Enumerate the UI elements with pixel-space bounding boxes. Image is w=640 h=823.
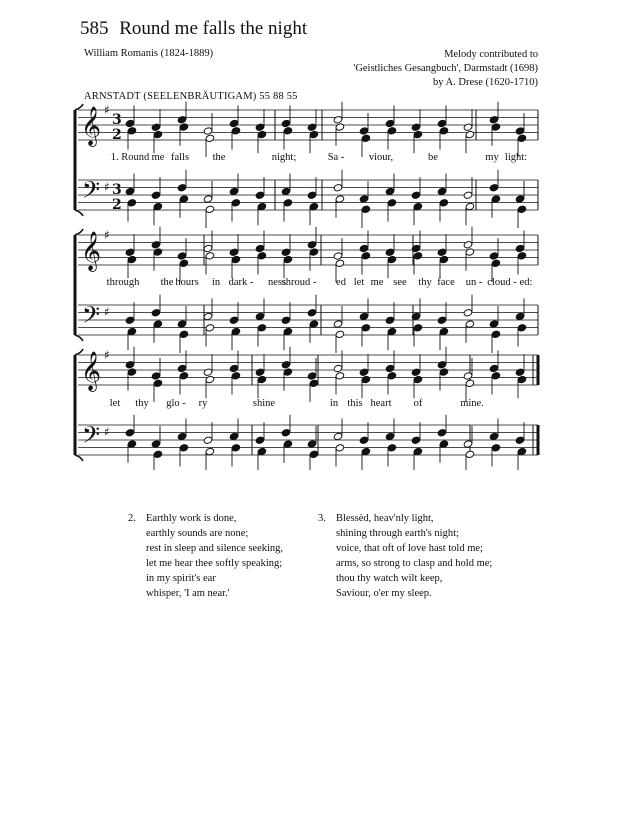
note-head	[307, 123, 317, 131]
lyric-syllable: falls	[170, 152, 190, 163]
note-head	[309, 130, 319, 138]
sharp-key-signature-icon: ♯	[104, 103, 110, 117]
note-head	[465, 450, 475, 458]
note-head	[387, 199, 397, 207]
note-head	[231, 127, 241, 135]
lyric-syllable: cloud -	[487, 277, 517, 288]
lyric-syllable: be	[428, 152, 438, 163]
lyric-syllable: shine	[252, 398, 276, 409]
note-head	[437, 248, 447, 256]
note-head	[203, 368, 213, 376]
note-head	[333, 364, 343, 372]
note-head	[283, 255, 293, 263]
note-head	[309, 202, 319, 210]
note-head	[177, 184, 187, 192]
note-head	[359, 436, 369, 444]
melody-credit-line: by A. Drese (1620-1710)	[433, 77, 538, 88]
note-head	[153, 379, 163, 387]
note-head	[489, 184, 499, 192]
verse-line: Blessèd, heav'nly light,	[336, 513, 434, 524]
note-head	[439, 440, 449, 448]
lyric-syllable: heart	[370, 398, 392, 409]
note-head	[309, 248, 319, 256]
note-head	[413, 375, 423, 383]
note-head	[489, 116, 499, 124]
note-head	[309, 450, 319, 458]
lyric-syllable: viour,	[368, 152, 394, 163]
note-head	[359, 127, 369, 135]
note-head	[465, 202, 475, 210]
note-head	[309, 320, 319, 328]
note-head	[491, 123, 501, 131]
note-head	[361, 205, 371, 213]
note-head	[517, 447, 527, 455]
verse-number: 2.	[128, 513, 136, 524]
note-head	[127, 327, 137, 335]
note-head	[257, 324, 267, 332]
note-head	[335, 259, 345, 267]
note-head	[413, 324, 423, 332]
sharp-key-signature-icon: ♯	[104, 180, 110, 194]
note-head	[231, 255, 241, 263]
lyric-syllable: thy	[135, 398, 149, 409]
note-head	[125, 187, 135, 195]
bass-clef-icon: 𝄢	[82, 176, 101, 209]
note-head	[281, 187, 291, 195]
note-head	[463, 191, 473, 199]
note-head	[515, 368, 525, 376]
note-head	[151, 372, 161, 380]
note-head	[489, 252, 499, 260]
note-head	[387, 444, 397, 452]
treble-clef-icon: 𝄞	[81, 231, 102, 271]
note-head	[205, 447, 215, 455]
note-head	[335, 330, 345, 338]
lyric-syllable: me	[151, 152, 165, 163]
note-head	[361, 324, 371, 332]
note-head	[437, 119, 447, 127]
note-head	[491, 195, 501, 203]
verse-line: thou thy watch wilt keep,	[336, 573, 443, 584]
note-head	[151, 241, 161, 249]
verse-line: rest in sleep and silence seeking,	[146, 543, 284, 554]
note-head	[359, 244, 369, 252]
note-head	[125, 316, 135, 324]
lyric-syllable: thy	[418, 277, 432, 288]
note-head	[229, 187, 239, 195]
note-head	[515, 244, 525, 252]
note-head	[439, 127, 449, 135]
note-head	[257, 130, 267, 138]
note-head	[333, 432, 343, 440]
tune-name: ARNSTADT (SEELENBRÄUTIGAM) 55 88 55	[84, 91, 298, 102]
lyric-syllable: ness	[267, 277, 287, 288]
note-head	[177, 252, 187, 260]
note-head	[411, 368, 421, 376]
note-head	[385, 248, 395, 256]
note-head	[255, 191, 265, 199]
note-head	[125, 119, 135, 127]
author-credit: William Romanis (1824-1889)	[84, 48, 214, 59]
time-signature-top: 3	[112, 112, 122, 128]
note-head	[335, 372, 345, 380]
note-head	[179, 372, 189, 380]
note-head	[257, 202, 267, 210]
sharp-key-signature-icon: ♯	[104, 305, 110, 319]
note-head	[153, 202, 163, 210]
note-head	[307, 372, 317, 380]
note-head	[517, 134, 527, 142]
note-head	[203, 195, 213, 203]
note-head	[281, 361, 291, 369]
treble-clef-icon: 𝄞	[81, 351, 102, 391]
lyric-syllable: shroud -	[281, 277, 317, 288]
note-head	[125, 361, 135, 369]
note-head	[151, 440, 161, 448]
sharp-key-signature-icon: ♯	[104, 425, 110, 439]
note-head	[153, 450, 163, 458]
note-head	[361, 375, 371, 383]
note-head	[231, 444, 241, 452]
note-head	[335, 123, 345, 131]
note-head	[491, 372, 501, 380]
verse-line: earthly sounds are none;	[146, 528, 249, 539]
treble-clef-icon: 𝄞	[81, 106, 102, 146]
verse-line: Earthly work is done,	[146, 513, 237, 524]
note-head	[281, 248, 291, 256]
system-bracket	[75, 210, 83, 216]
note-head	[333, 116, 343, 124]
note-head	[153, 130, 163, 138]
melody-credit-line: 'Geistliches Gesangbuch', Darmstadt (1698)	[353, 63, 538, 74]
note-head	[333, 252, 343, 260]
note-head	[153, 320, 163, 328]
note-head	[491, 330, 501, 338]
lyric-syllable: let	[109, 398, 121, 409]
lyric-syllable: this	[347, 398, 363, 409]
note-head	[257, 252, 267, 260]
sharp-key-signature-icon: ♯	[104, 348, 110, 362]
note-head	[335, 444, 345, 452]
note-head	[387, 255, 397, 263]
note-head	[411, 191, 421, 199]
note-head	[231, 327, 241, 335]
hymn-title-text: Round me falls the night	[119, 18, 308, 39]
note-head	[255, 368, 265, 376]
note-head	[125, 248, 135, 256]
note-head	[127, 368, 137, 376]
note-head	[385, 316, 395, 324]
note-head	[437, 187, 447, 195]
verse-number: 3.	[318, 513, 326, 524]
lyric-syllable: dark -	[228, 277, 254, 288]
note-head	[255, 312, 265, 320]
note-head	[489, 364, 499, 372]
lyric-syllable: see	[393, 277, 407, 288]
verse-line: in my spirit's ear	[146, 573, 216, 584]
note-head	[205, 375, 215, 383]
note-head	[309, 379, 319, 387]
note-head	[489, 432, 499, 440]
note-head	[205, 205, 215, 213]
note-head	[359, 195, 369, 203]
lyric-syllable: in	[211, 277, 221, 288]
note-head	[515, 127, 525, 135]
note-head	[515, 195, 525, 203]
time-signature-bottom: 2	[112, 127, 122, 143]
note-head	[281, 119, 291, 127]
note-head	[179, 444, 189, 452]
note-head	[517, 252, 527, 260]
note-head	[229, 364, 239, 372]
note-head	[177, 364, 187, 372]
verse-line: shining through earth's night;	[336, 528, 459, 539]
note-head	[463, 241, 473, 249]
note-head	[413, 252, 423, 260]
note-head	[283, 199, 293, 207]
lyric-syllable: light:	[504, 152, 528, 163]
time-signature-bottom: 2	[112, 197, 122, 213]
note-head	[151, 191, 161, 199]
note-head	[387, 127, 397, 135]
note-head	[127, 255, 137, 263]
lyric-syllable: 1. Round	[110, 152, 150, 163]
note-head	[231, 372, 241, 380]
note-head	[179, 123, 189, 131]
note-head	[333, 184, 343, 192]
note-head	[203, 436, 213, 444]
note-head	[229, 316, 239, 324]
note-head	[205, 324, 215, 332]
lyric-syllable: ry	[198, 398, 208, 409]
note-head	[465, 248, 475, 256]
note-head	[179, 259, 189, 267]
bass-clef-icon: 𝄢	[82, 421, 101, 454]
verse-line: Saviour, o'er my sleep.	[336, 588, 432, 599]
note-head	[281, 429, 291, 437]
note-head	[257, 447, 267, 455]
note-head	[387, 372, 397, 380]
note-head	[385, 119, 395, 127]
sharp-key-signature-icon: ♯	[104, 228, 110, 242]
note-head	[307, 440, 317, 448]
note-head	[465, 130, 475, 138]
note-head	[463, 440, 473, 448]
note-head	[229, 432, 239, 440]
note-head	[491, 444, 501, 452]
melody-credit-line: Melody contributed to	[444, 49, 538, 60]
note-head	[229, 119, 239, 127]
system-bracket	[75, 455, 83, 461]
note-head	[179, 330, 189, 338]
note-head	[437, 316, 447, 324]
note-head	[517, 205, 527, 213]
note-head	[281, 316, 291, 324]
note-head	[177, 432, 187, 440]
note-head	[125, 429, 135, 437]
note-head	[205, 134, 215, 142]
note-head	[463, 372, 473, 380]
note-head	[203, 127, 213, 135]
lyric-syllable: ed:	[519, 277, 533, 288]
note-head	[517, 324, 527, 332]
note-head	[203, 312, 213, 320]
bass-clef-icon: 𝄢	[82, 301, 101, 334]
note-head	[255, 123, 265, 131]
note-head	[385, 364, 395, 372]
note-head	[387, 327, 397, 335]
note-head	[385, 187, 395, 195]
note-head	[151, 309, 161, 317]
note-head	[283, 127, 293, 135]
lyric-syllable: of	[413, 398, 423, 409]
note-head	[361, 252, 371, 260]
note-head	[359, 312, 369, 320]
note-head	[385, 432, 395, 440]
note-head	[463, 123, 473, 131]
note-head	[515, 436, 525, 444]
note-head	[491, 259, 501, 267]
lyric-syllable: ed	[336, 277, 346, 288]
lyric-syllable: in	[329, 398, 339, 409]
lyric-syllable: night;	[271, 152, 297, 163]
note-head	[413, 447, 423, 455]
lyric-syllable: the	[212, 152, 226, 163]
note-head	[229, 248, 239, 256]
verse-line: let me hear thee softly speaking;	[146, 558, 283, 569]
note-head	[283, 440, 293, 448]
note-head	[437, 429, 447, 437]
verse-line: whisper, 'I am near.'	[146, 588, 230, 599]
lyric-syllable: face	[437, 277, 455, 288]
note-head	[127, 127, 137, 135]
note-head	[439, 368, 449, 376]
lyric-syllable: hours	[175, 277, 199, 288]
verse-2	[128, 511, 284, 601]
note-head	[177, 320, 187, 328]
note-head	[151, 123, 161, 131]
note-head	[307, 191, 317, 199]
note-head	[179, 195, 189, 203]
note-head	[283, 327, 293, 335]
lyric-syllable: my	[485, 152, 499, 163]
system-bracket	[75, 335, 83, 341]
note-head	[413, 130, 423, 138]
lyric-syllable: me	[370, 277, 384, 288]
note-head	[437, 361, 447, 369]
note-head	[307, 241, 317, 249]
note-head	[255, 244, 265, 252]
lyric-syllable: un -	[465, 277, 483, 288]
note-head	[177, 116, 187, 124]
verse-line: arms, so strong to clasp and hold me;	[336, 558, 493, 569]
note-head	[517, 375, 527, 383]
note-head	[283, 368, 293, 376]
note-head	[359, 368, 369, 376]
note-head	[361, 134, 371, 142]
note-head	[127, 440, 137, 448]
note-head	[203, 244, 213, 252]
verse-3	[318, 511, 493, 601]
note-head	[127, 199, 137, 207]
note-head	[439, 255, 449, 263]
verse-line: voice, that oft of love hast told me;	[336, 543, 483, 554]
note-head	[439, 327, 449, 335]
note-head	[515, 312, 525, 320]
note-head	[307, 309, 317, 317]
lyric-syllable: Sa -	[327, 152, 345, 163]
lyric-syllable: mine.	[460, 398, 484, 409]
note-head	[465, 320, 475, 328]
note-head	[489, 320, 499, 328]
note-head	[465, 379, 475, 387]
note-head	[255, 436, 265, 444]
note-head	[413, 202, 423, 210]
lyric-syllable: through	[106, 277, 140, 288]
note-head	[205, 252, 215, 260]
note-head	[439, 199, 449, 207]
lyric-syllable: the	[160, 277, 174, 288]
time-signature-top: 3	[112, 182, 122, 198]
lyric-syllable: glo -	[166, 398, 186, 409]
lyric-syllable: let	[353, 277, 365, 288]
note-head	[411, 123, 421, 131]
note-head	[335, 195, 345, 203]
note-head	[231, 199, 241, 207]
note-head	[333, 320, 343, 328]
note-head	[257, 375, 267, 383]
note-head	[411, 436, 421, 444]
hymn-number: 585	[80, 18, 109, 39]
note-head	[463, 309, 473, 317]
note-head	[153, 248, 163, 256]
note-head	[361, 447, 371, 455]
